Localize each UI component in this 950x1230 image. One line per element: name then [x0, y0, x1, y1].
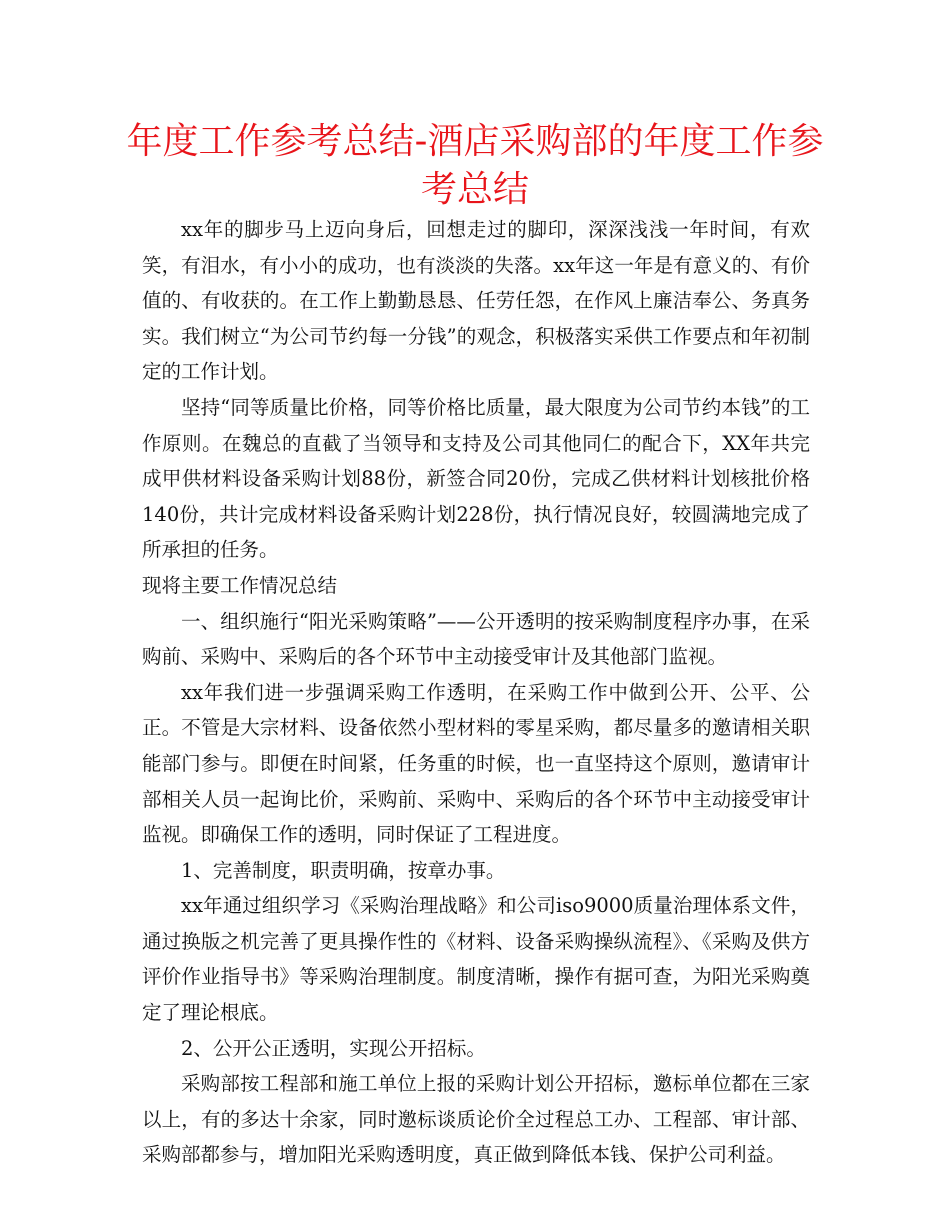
- paragraph: 2、公开公正透明，实现公开招标。: [181, 1036, 486, 1060]
- document-body: [142, 212, 810, 1173]
- paragraph: xx年我们进一步强调采购工作透明，在采购工作中做到公开、公平、公正。不管是大宗材料、设备依然小型材料的零星采购，都尽量多的邀请相关职能部门参与。即便在时间紧，任务重的时候，也一直坚持这个原则，邀请审计部相关人员一起询比价，采购前、采购中、采购后的各个环节中主动接受审计监视。即确保工作的透明，同时保证了工程进度。: [142, 680, 810, 847]
- paragraph: 现将主要工作情况总结: [142, 573, 338, 597]
- paragraph: 1、完善制度，职责明确，按章办事。: [181, 858, 506, 882]
- paragraph: 一、组织施行“阳光采购策略”——公开透明的按采购制度程序办事，在采购前、采购中、采购后的各个环节中主动接受审计及其他部门监视。: [142, 609, 810, 669]
- paragraph: 坚持“同等质量比价格，同等价格比质量，最大限度为公司节约本钱”的工作原则。在魏总的直截了当领导和支持及公司其他同仁的配合下，XX年共完成甲供材料设备采购计划88份，新签合同20份，完成乙供材料计划核批价格140份，共计完成材料设备采购计划228份，执行情况良好，较圆满地完成了所承担的任务。: [142, 395, 810, 562]
- paragraph: xx年通过组织学习《采购治理战略》和公司iso9000质量治理体系文件，通过换版之机完善了更具操作性的《材料、设备采购操纵流程》、《采购及供方评价作业指导书》等采购治理制度。制度清晰，操作有据可查，为阳光采购奠定了理论根底。: [142, 894, 810, 1025]
- paragraph: 采购部按工程部和施工单位上报的采购计划公开招标，邀标单位都在三家以上，有的多达十余家，同时邀标谈质论价全过程总工办、工程部、审计部、采购部都参与，增加阳光采购透明度，真正做到降低本钱、保护公司利益。: [142, 1072, 810, 1167]
- paragraph: xx年的脚步马上迈向身后，回想走过的脚印，深深浅浅一年时间，有欢笑，有泪水，有小小的成功，也有淡淡的失落。xx年这一年是有意义的、有价值的、有收获的。在工作上勤勤恳恳、任劳任怨，在作风上廉洁奉公、务真务实。我们树立“为公司节约每一分钱”的观念，积极落实采供工作要点和年初制定的工作计划。: [142, 218, 810, 384]
- document-title: 年度工作参考总结-酒店采购部的年度工作参考总结: [126, 121, 824, 210]
